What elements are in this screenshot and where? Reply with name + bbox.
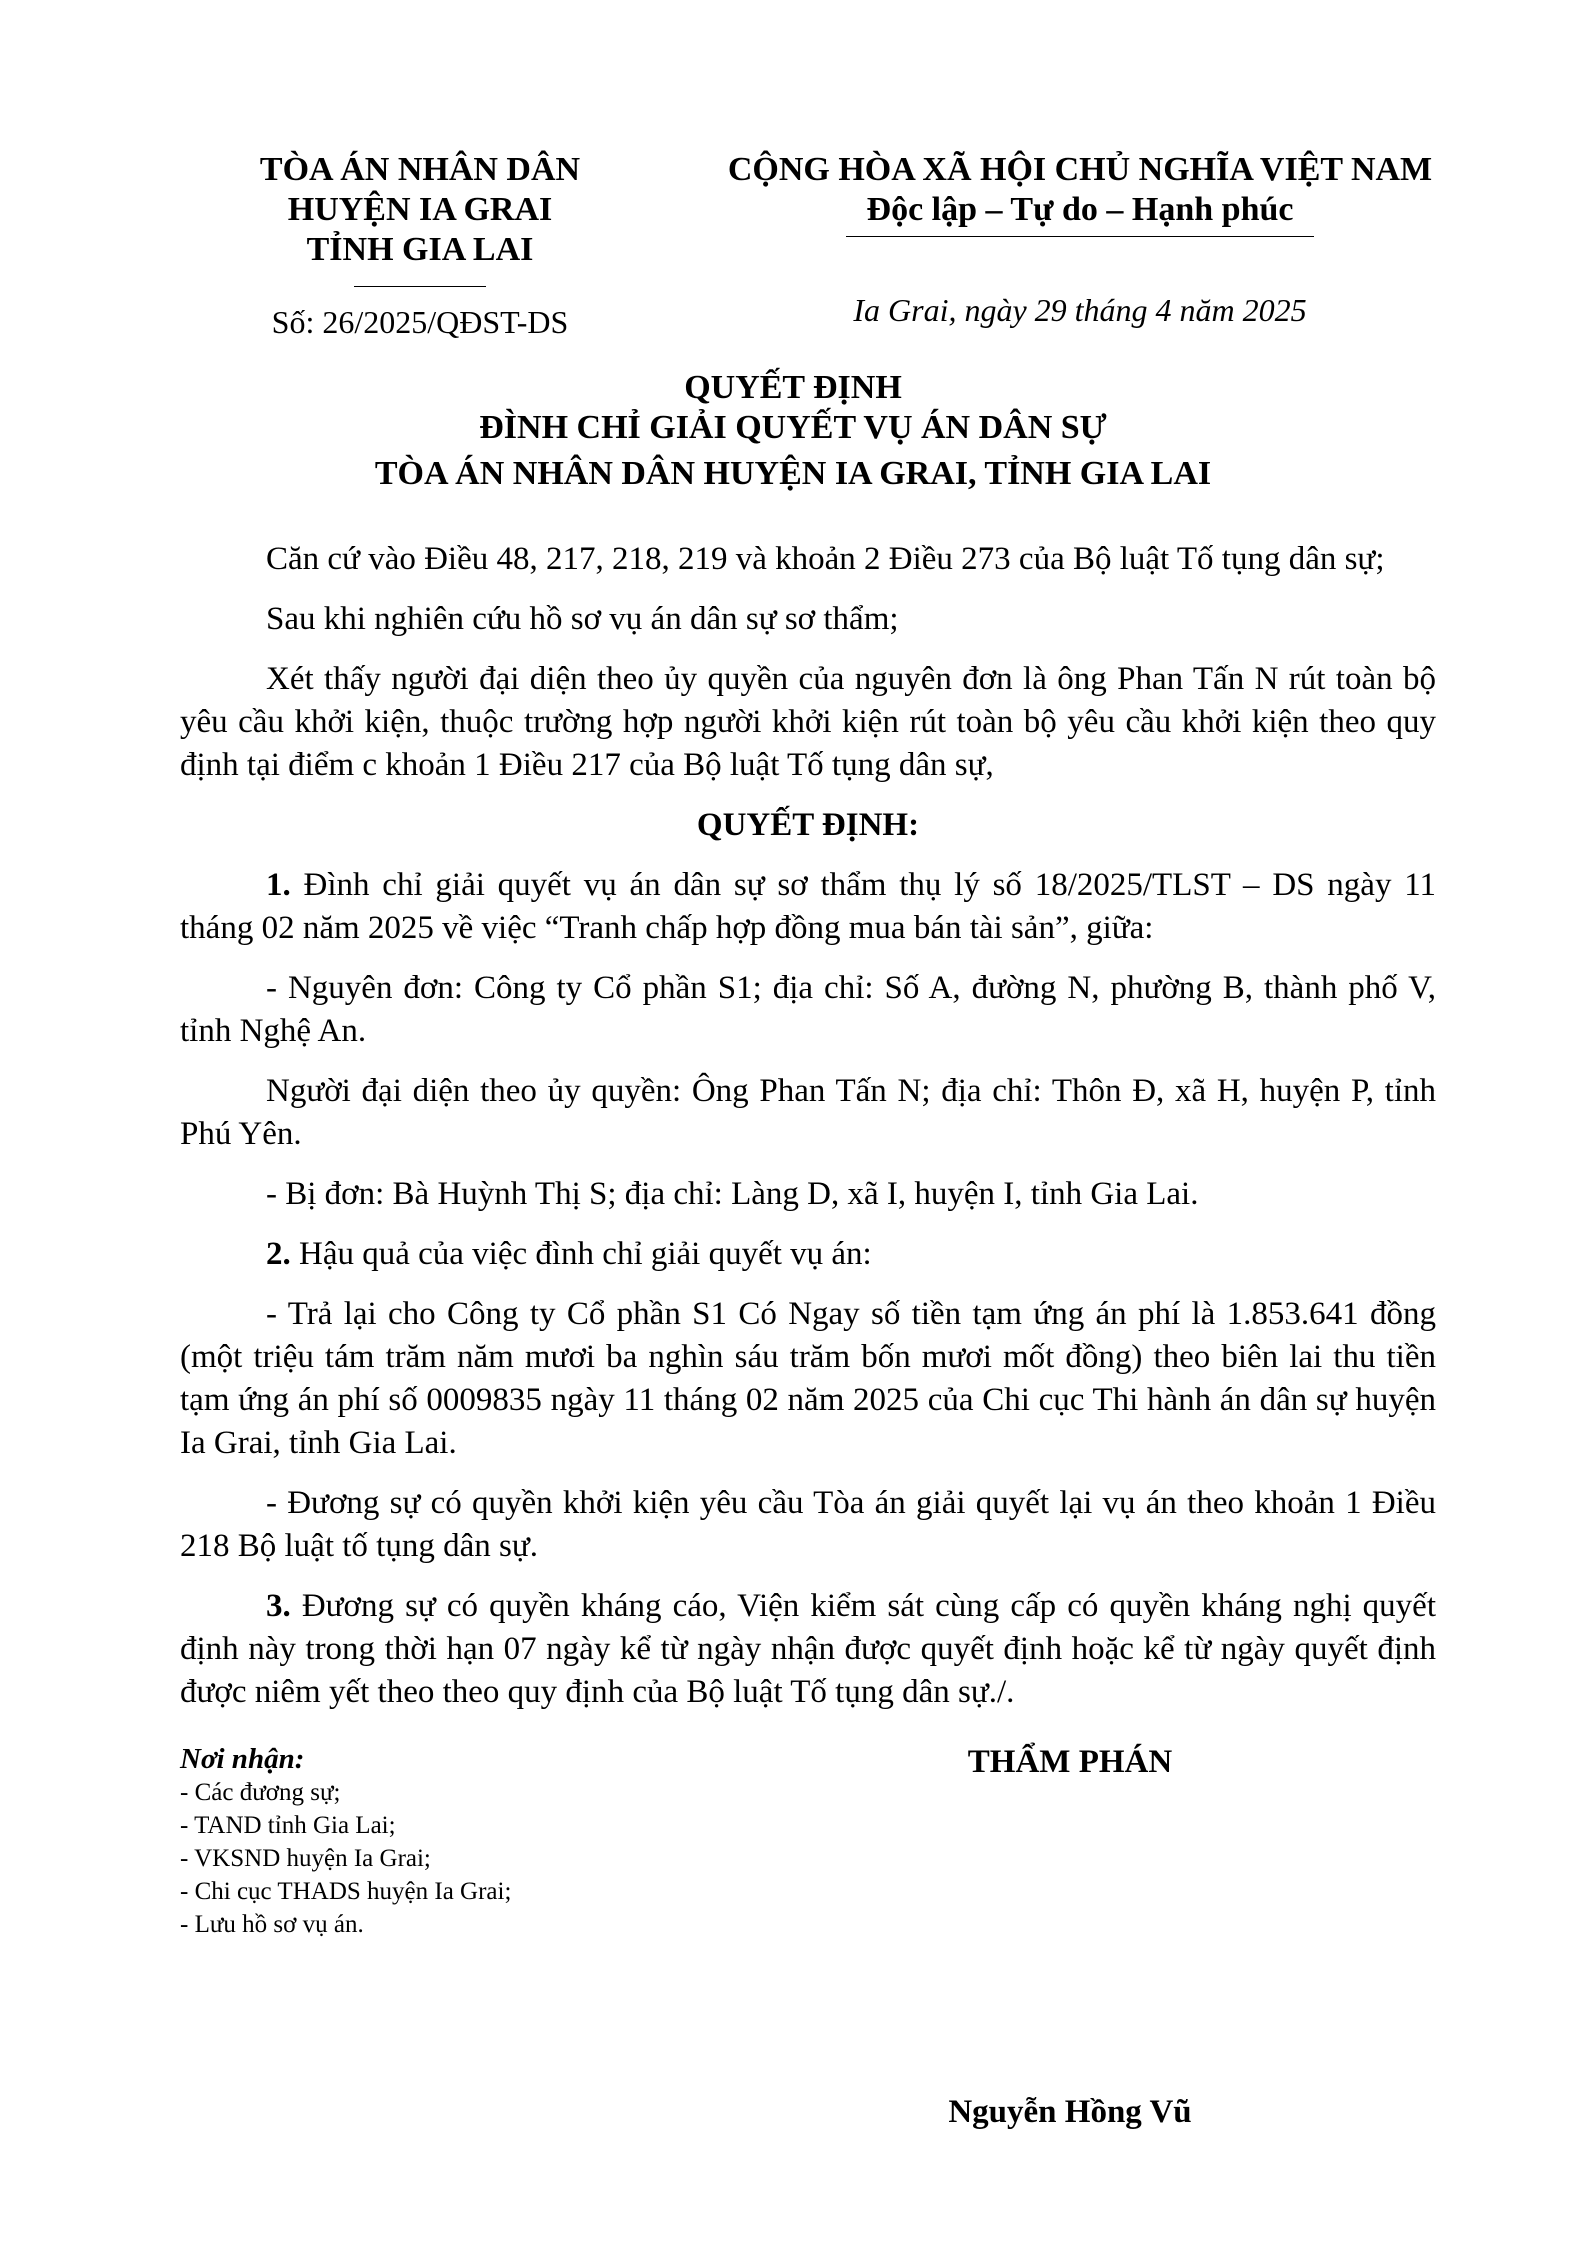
judge-name: Nguyễn Hồng Vũ — [948, 2094, 1192, 2130]
recipients-label: Nơi nhận: — [180, 1743, 305, 1775]
recipient-item: - Chi cục THADS huyện Ia Grai; — [180, 1878, 512, 1905]
court-name-line1: TÒA ÁN NHÂN DÂN — [259, 151, 581, 188]
plaintiff-paragraph: - Nguyên đơn: Công ty Cổ phần S1; địa chỉ: Số A, đường N, phường B, thành phố V, tỉnh Nghệ An. — [180, 970, 1436, 1049]
review-paragraph: Sau khi nghiên cứu hồ sơ vụ án dân sự sơ thẩm; — [266, 601, 899, 637]
legal-basis-paragraph: Căn cứ vào Điều 48, 217, 218, 219 và khoản 2 Điều 273 của Bộ luật Tố tụng dân sự; — [266, 541, 1385, 577]
judge-title: THẨM PHÁN — [967, 1744, 1173, 1780]
document-number: Số: 26/2025/QĐST-DS — [271, 304, 569, 340]
decision-heading: QUYẾT ĐỊNH: — [696, 807, 920, 843]
right-to-sue-paragraph: - Đương sự có quyền khởi kiện yêu cầu Tòa án giải quyết lại vụ án theo khoản 1 Điều 218 Bộ luật tố tụng dân sự. — [180, 1485, 1436, 1564]
document-body — [180, 538, 1436, 1731]
recipient-item: - Lưu hồ sơ vụ án. — [180, 1911, 364, 1938]
decision-item-2 — [180, 1233, 1436, 1276]
court-header — [180, 150, 660, 270]
title-subject: ĐÌNH CHỈ GIẢI QUYẾT VỤ ÁN DÂN SỰ — [479, 409, 1107, 446]
item-2-text: Hậu quả của việc đình chỉ giải quyết vụ án: — [299, 1236, 872, 1272]
place-and-date: Ia Grai, ngày 29 tháng 4 năm 2025 — [853, 292, 1307, 328]
title-issuing-court: TÒA ÁN NHÂN DÂN HUYỆN IA GRAI, TỈNH GIA LAI — [374, 455, 1212, 492]
national-header — [690, 150, 1470, 230]
decision-item-3 — [180, 1585, 1436, 1714]
defendant-paragraph: - Bị đơn: Bà Huỳnh Thị S; địa chỉ: Làng D, xã I, huyện I, tỉnh Gia Lai. — [266, 1176, 1199, 1212]
court-name-line3: TỈNH GIA LAI — [306, 231, 534, 268]
item-1-text: Đình chỉ giải quyết vụ án dân sự sơ thẩm thụ lý số 18/2025/TLST – DS ngày 11 tháng 02 năm 2025 về việc “Tranh chấp hợp đồng mua bán tài sản”, giữa: — [180, 867, 1436, 946]
document-title — [150, 368, 1436, 494]
decision-item-1 — [180, 864, 1436, 950]
recipients-block — [180, 1742, 680, 1941]
item-1-number: 1. — [266, 867, 291, 903]
representative-paragraph: Người đại diện theo ủy quyền: Ông Phan Tấn N; địa chỉ: Thôn Đ, xã H, huyện P, tỉnh Phú Yên. — [180, 1073, 1436, 1152]
item-2-number: 2. — [266, 1236, 291, 1272]
refund-paragraph: - Trả lại cho Công ty Cổ phần S1 Có Ngay số tiền tạm ứng án phí là 1.853.641 đồng (một triệu tám trăm năm mươi ba nghìn sáu trăm bốn mươi mốt đồng) theo biên lai thu tiền tạm ứng án phí số 0009835 ngày 11 tháng 02 năm 2025 của Chi cục Thi hành án dân sự huyện Ia Grai, tỉnh Gia Lai. — [180, 1296, 1436, 1461]
court-header-divider — [354, 286, 486, 287]
motto-underline — [846, 236, 1314, 237]
item-3-text: Đương sự có quyền kháng cáo, Viện kiểm sát cùng cấp có quyền kháng nghị quyết định này trong thời hạn 07 ngày kể từ ngày nhận được quyết định hoặc kể từ ngày quyết định được niêm yết theo theo quy định của Bộ luật Tố tụng dân sự./. — [180, 1588, 1437, 1710]
recipient-item: - VKSND huyện Ia Grai; — [180, 1845, 431, 1872]
recipient-item: - TAND tỉnh Gia Lai; — [180, 1812, 396, 1839]
item-3-number: 3. — [266, 1588, 291, 1624]
court-name-line2: HUYỆN IA GRAI — [287, 191, 553, 228]
considering-paragraph: Xét thấy người đại diện theo ủy quyền của nguyên đơn là ông Phan Tấn N rút toàn bộ yêu cầu khởi kiện, thuộc trường hợp người khởi kiện rút toàn bộ yêu cầu khởi kiện theo quy định tại điểm c khoản 1 Điều 217 của Bộ luật Tố tụng dân sự, — [180, 661, 1436, 783]
title-decision: QUYẾT ĐỊNH — [684, 369, 902, 406]
nation-name: CỘNG HÒA XÃ HỘI CHỦ NGHĨA VIỆT NAM — [727, 151, 1433, 188]
recipient-item: - Các đương sự; — [180, 1779, 341, 1806]
national-motto: Độc lập – Tự do – Hạnh phúc — [866, 191, 1294, 228]
